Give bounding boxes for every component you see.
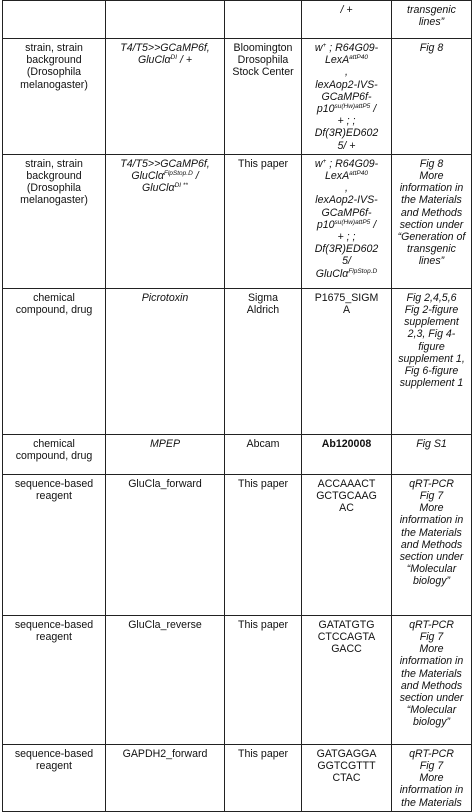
source-cell: This paper — [225, 615, 302, 744]
identifier-cell: ACCAAACT GCTGCAAG AC — [302, 474, 392, 615]
identifier-cell: / + — [302, 1, 392, 39]
source-cell: This paper — [225, 474, 302, 615]
designation-cell: T4/T5>>GCaMP6f, GluClα$^{DI}$ / + — [106, 39, 225, 155]
table-row — [3, 434, 472, 474]
designation-cell: GluCla_reverse — [106, 615, 225, 744]
identifier-cell: Ab120008 — [302, 434, 392, 474]
table-row — [3, 744, 472, 811]
table-row — [3, 154, 472, 288]
designation-cell — [106, 1, 225, 39]
additional-info-cell: qRT-PCR Fig 7 More information in the Materials — [392, 744, 472, 811]
additional-info-cell: Fig 8 More information in the Materials and Methods section under “Generation of transgenic lines” — [392, 154, 472, 288]
key-resources-table — [2, 0, 472, 812]
reagent-type-cell: strain, strain background (Drosophila melanogaster) — [3, 154, 106, 288]
source-cell: This paper — [225, 744, 302, 811]
table-row — [3, 474, 472, 615]
identifier-cell: w+ ; R64G09- LexA$^{attP40}$ , lexAop2-IVS- GCaMP6f- $p10^{su(Hw)attP5}$ / + ; ; Df(3R)ED602 5/ + — [302, 39, 392, 155]
additional-info-cell: Fig S1 — [392, 434, 472, 474]
designation-cell: T4/T5>>GCaMP6f, GluClα$^{FlpStop.D}$ / GluClα$^{DI **}$ — [106, 154, 225, 288]
source-cell: Sigma Aldrich — [225, 288, 302, 434]
additional-info-cell: transgenic lines” — [392, 1, 472, 39]
designation-cell: MPEP — [106, 434, 225, 474]
reagent-type-cell: sequence-based reagent — [3, 744, 106, 811]
designation-cell: GluCla_forward — [106, 474, 225, 615]
table-body — [3, 1, 472, 812]
additional-info-cell: Fig 2,4,5,6 Fig 2-figure supplement 2,3, Fig 4- figure supplement 1, Fig 6-figure supplement 1 — [392, 288, 472, 434]
reagent-type-cell: chemical compound, drug — [3, 288, 106, 434]
identifier-cell: w+ ; R64G09- LexA$^{attP40}$ , lexAop2-IVS- GCaMP6f- $p10^{su(Hw)attP5}$ / + ; ; Df(3R)ED602 5/ GluClα$^{FlpStop.D}$ — [302, 154, 392, 288]
identifier-cell: GATATGTG CTCCAGTA GACC — [302, 615, 392, 744]
additional-info-cell: Fig 8 — [392, 39, 472, 155]
source-cell: Abcam — [225, 434, 302, 474]
table-row — [3, 615, 472, 744]
table-row — [3, 39, 472, 155]
reagent-type-cell: chemical compound, drug — [3, 434, 106, 474]
source-cell — [225, 1, 302, 39]
identifier-cell: GATGAGGA GGTCGTTT CTAC — [302, 744, 392, 811]
reagent-type-cell: sequence-based reagent — [3, 615, 106, 744]
designation-cell: GAPDH2_forward — [106, 744, 225, 811]
additional-info-cell: qRT-PCR Fig 7 More information in the Materials and Methods section under “Molecular biology” — [392, 474, 472, 615]
identifier-cell: P1675_SIGM A — [302, 288, 392, 434]
reagent-type-cell: strain, strain background (Drosophila melanogaster) — [3, 39, 106, 155]
reagent-type-cell: sequence-based reagent — [3, 474, 106, 615]
table-row — [3, 288, 472, 434]
designation-cell: Picrotoxin — [106, 288, 225, 434]
additional-info-cell: qRT-PCR Fig 7 More information in the Materials and Methods section under “Molecular biology” — [392, 615, 472, 744]
source-cell: Bloomington Drosophila Stock Center — [225, 39, 302, 155]
source-cell: This paper — [225, 154, 302, 288]
table-row — [3, 1, 472, 39]
reagent-type-cell — [3, 1, 106, 39]
